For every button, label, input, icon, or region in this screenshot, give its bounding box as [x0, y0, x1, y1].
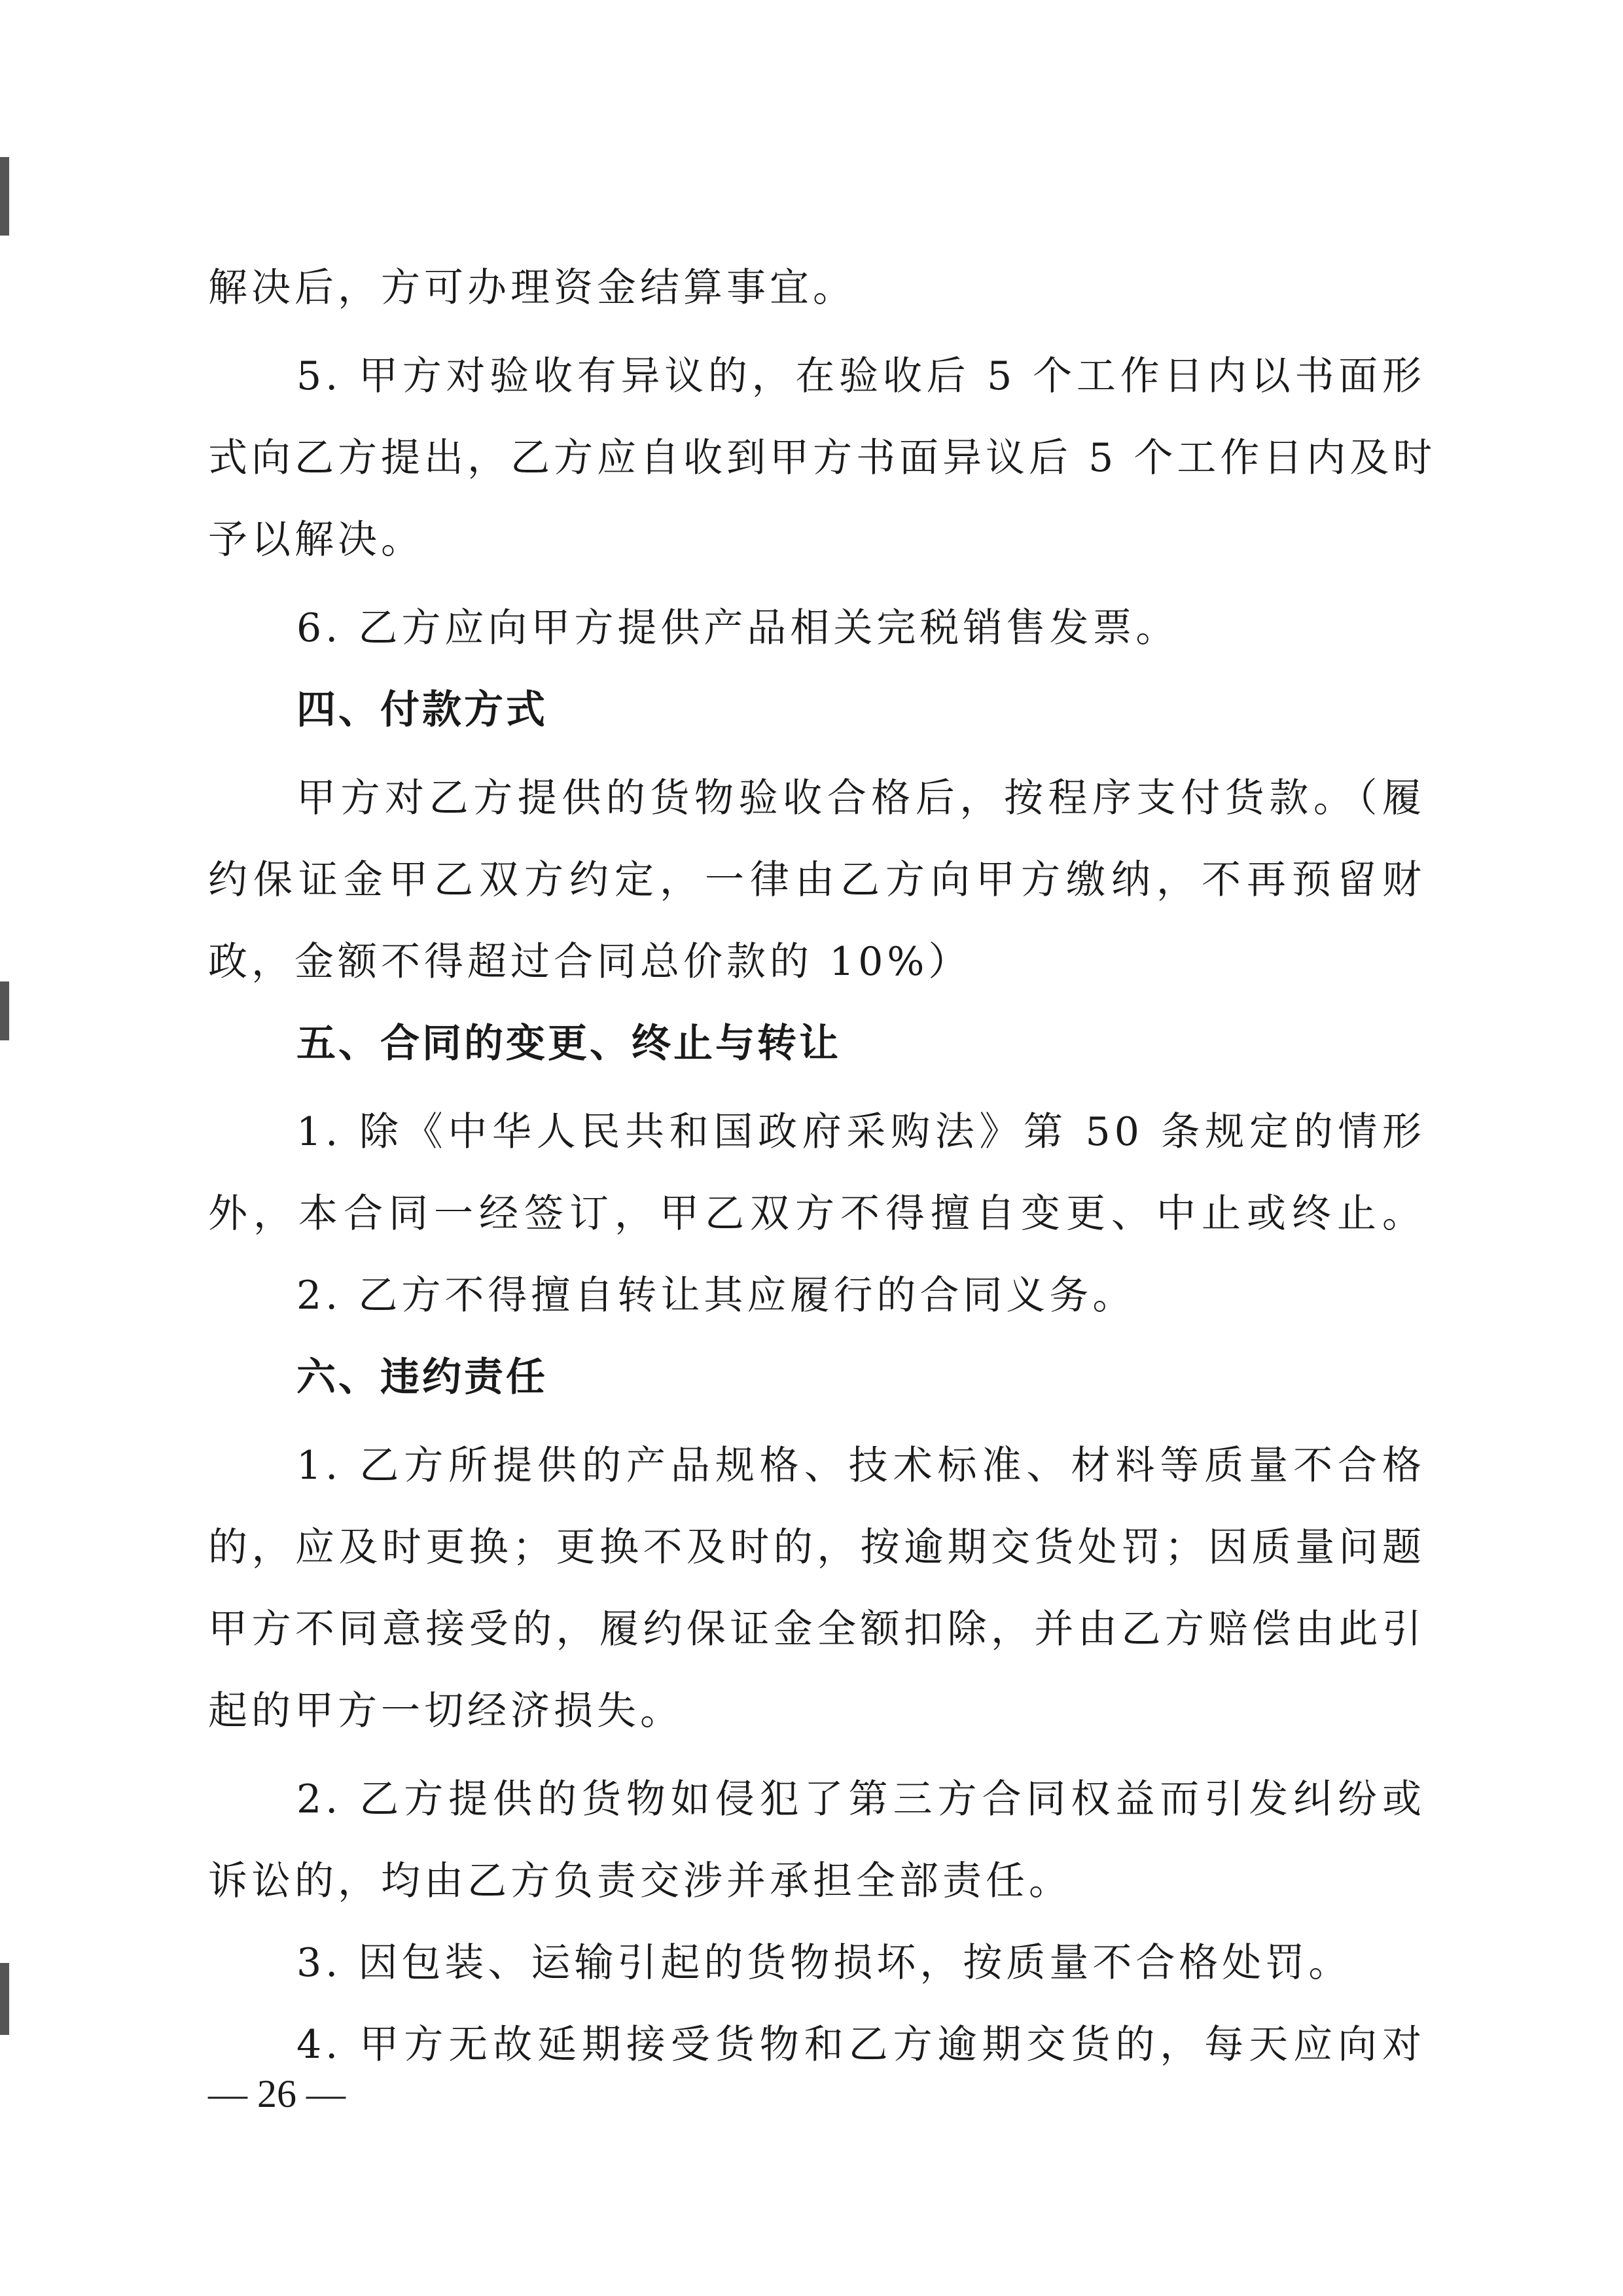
page-number: — 26 — [208, 2072, 346, 2115]
scan-edge-mark [0, 981, 9, 1040]
body-line: 4. 甲方无故延期接受货物和乙方逾期交货的，每天应向对 [296, 2022, 1425, 2068]
body-line: 式向乙方提出，乙方应自收到甲方书面异议后 5 个工作日内及时 [208, 435, 1436, 481]
body-line: 起的甲方一切经济损失。 [208, 1688, 683, 1734]
body-line: 5. 甲方对验收有异议的，在验收后 5 个工作日内以书面形 [296, 353, 1425, 399]
body-line: 6. 乙方应向甲方提供产品相关完税销售发票。 [296, 605, 1179, 651]
body-line: 3. 因包装、运输引起的货物损坏，按质量不合格处罚。 [296, 1940, 1352, 1986]
body-line: 外，本合同一经签订，甲乙双方不得擅自变更、中止或终止。 [208, 1191, 1425, 1237]
body-line: 约保证金甲乙双方约定，一律由乙方向甲方缴纳，不再预留财 [208, 857, 1425, 903]
scan-edge-mark [0, 157, 9, 236]
section-heading: 四、付款方式 [296, 687, 548, 733]
body-line: 政，金额不得超过合同总价款的 10%） [208, 939, 972, 985]
body-line: 2. 乙方不得擅自转让其应履行的合同义务。 [296, 1273, 1136, 1318]
body-line: 1. 乙方所提供的产品规格、技术标准、材料等质量不合格 [296, 1443, 1425, 1489]
body-line: 甲方对乙方提供的货物验收合格后，按程序支付货款。（履 [296, 775, 1425, 821]
body-line: 2. 乙方提供的货物如侵犯了第三方合同权益而引发纠纷或 [296, 1776, 1425, 1822]
scan-edge-mark [0, 1963, 9, 2035]
body-line: 予以解决。 [208, 517, 424, 563]
body-line: 1. 除《中华人民共和国政府采购法》第 50 条规定的情形 [296, 1109, 1425, 1155]
section-heading: 六、违约责任 [296, 1354, 548, 1400]
section-heading: 五、合同的变更、终止与转让 [296, 1021, 841, 1067]
body-line: 诉讼的，均由乙方负责交涉并承担全部责任。 [208, 1858, 1072, 1904]
body-line: 的，应及时更换；更换不及时的，按逾期交货处罚；因质量问题 [208, 1525, 1425, 1570]
body-line: 解决后，方可办理资金结算事宜。 [208, 265, 856, 311]
body-line: 甲方不同意接受的，履约保证金全额扣除，并由乙方赔偿由此引 [208, 1606, 1425, 1652]
